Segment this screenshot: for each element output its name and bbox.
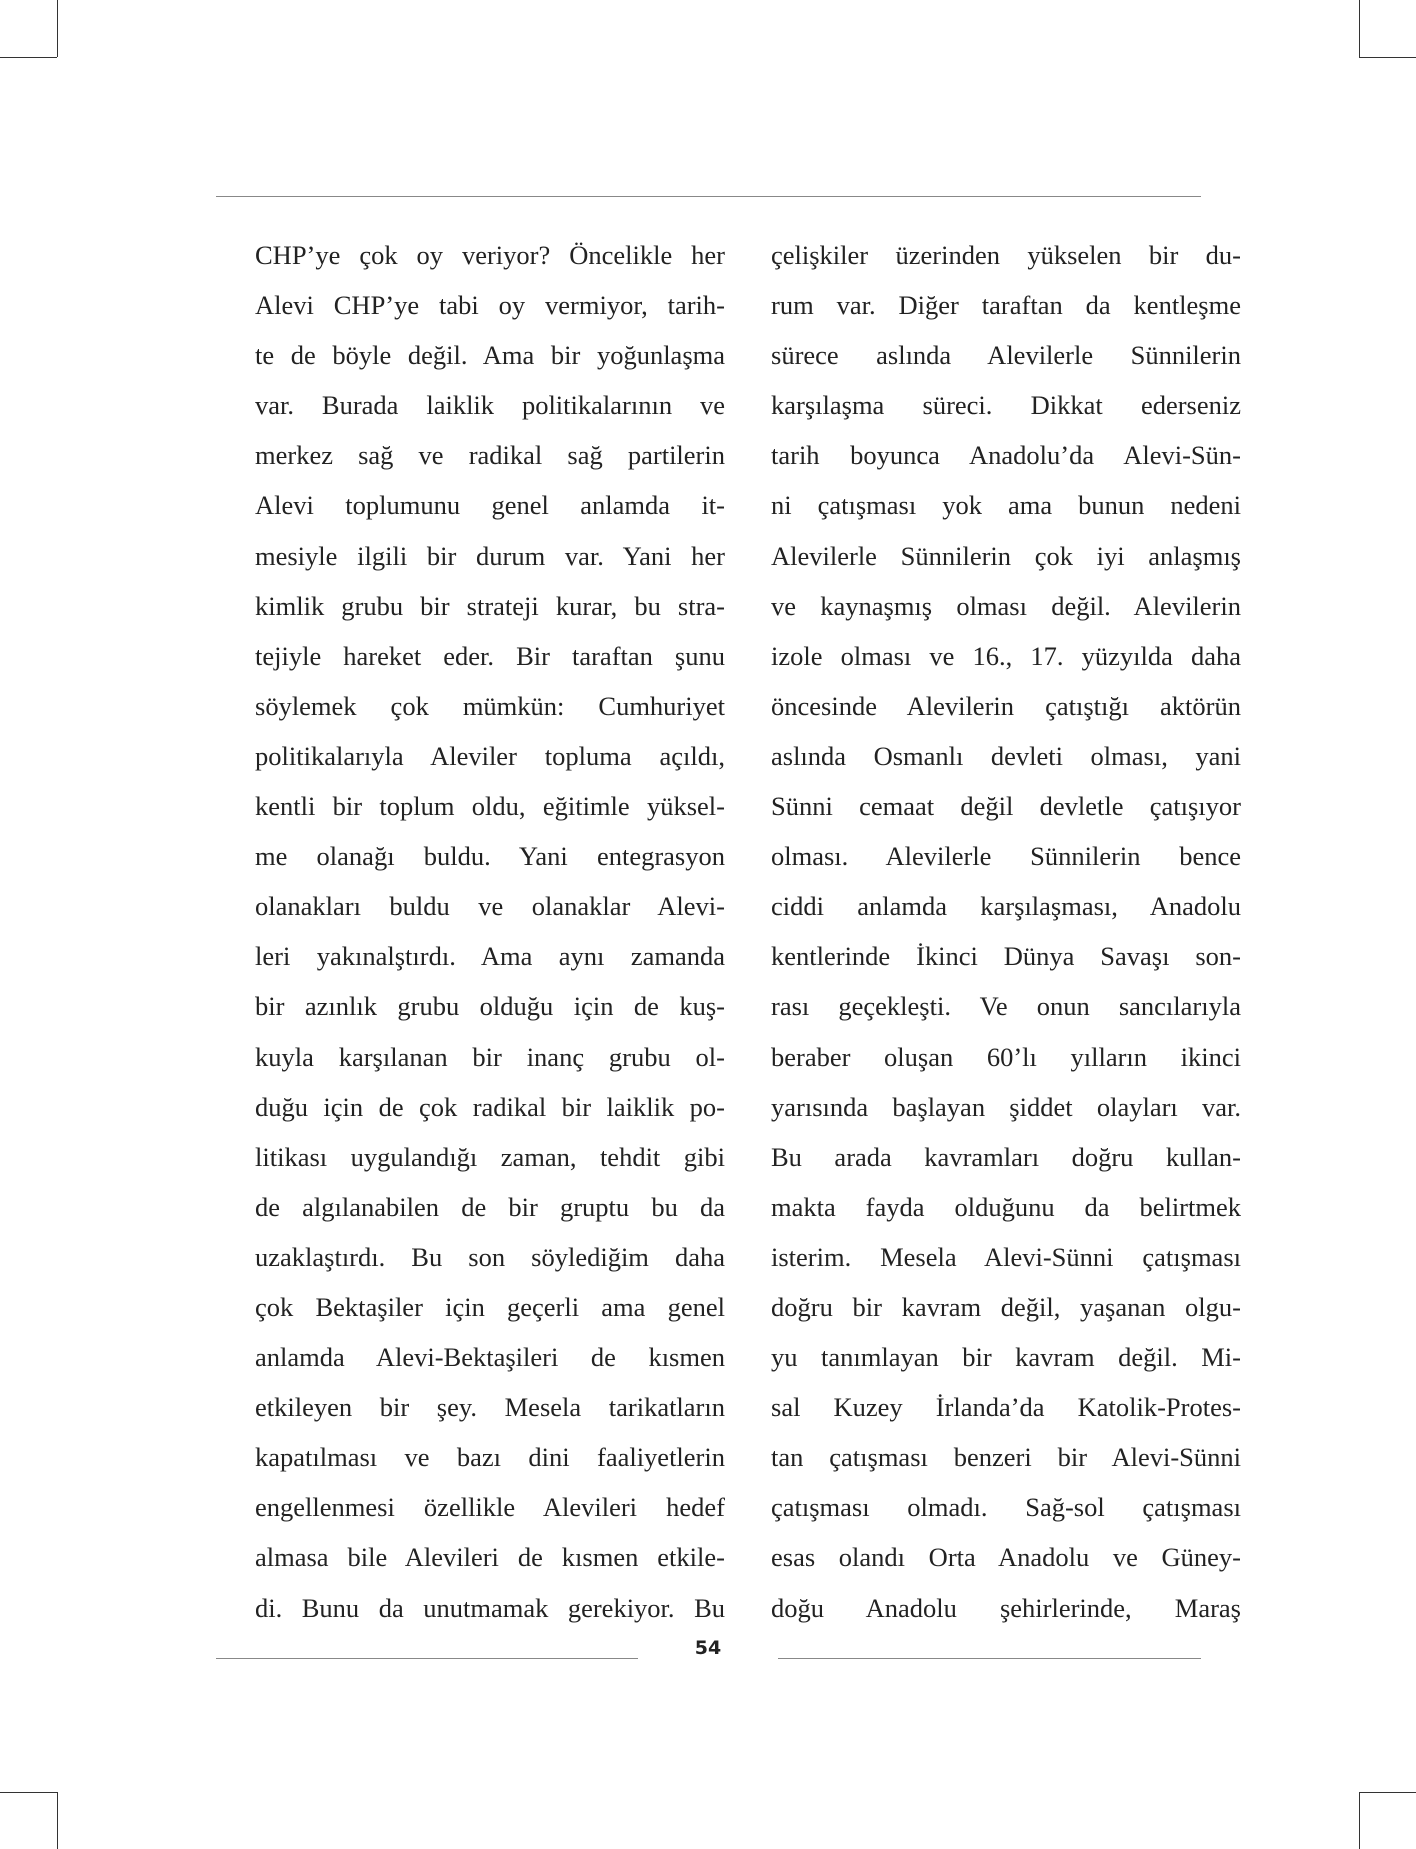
text-line: kapatılması ve bazı dini faaliyetlerin <box>255 1442 725 1473</box>
text-line: yarısında başlayan şiddet olayları var. <box>771 1091 1241 1122</box>
text-line: öncesinde Alevilerin çatıştığı aktörün <box>771 690 1241 721</box>
text-line: çatışması olmadı. Sağ-sol çatışması <box>771 1492 1241 1523</box>
text-line: esas olandı Orta Anadolu ve Güney- <box>771 1542 1241 1573</box>
text-line: de algılanabilen de bir gruptu bu da <box>255 1191 725 1222</box>
footer-rule-left <box>216 1658 638 1659</box>
text-line: Alevi CHP’ye tabi oy vermiyor, tarih- <box>255 290 725 321</box>
text-line: var. Burada laiklik politikalarının ve <box>255 390 725 421</box>
text-line: doğru bir kavram değil, yaşanan olgu- <box>771 1291 1241 1322</box>
text-line: olması. Alevilerle Sünnilerin bence <box>771 841 1241 872</box>
text-line: doğu Anadolu şehirlerinde, Maraş <box>771 1592 1241 1623</box>
text-line: Bu arada kavramları doğru kullan- <box>771 1141 1241 1172</box>
text-line: anlamda Alevi-Bektaşileri de kısmen <box>255 1342 725 1373</box>
text-line: politikalarıyla Aleviler topluma açıldı, <box>255 740 725 771</box>
crop-mark-bottom-right-vertical <box>1359 1792 1360 1849</box>
crop-mark-top-right-vertical <box>1359 0 1360 57</box>
text-line: tejiyle hareket eder. Bir taraftan şunu <box>255 640 725 671</box>
header-rule <box>216 196 1201 197</box>
text-line: merkez sağ ve radikal sağ partilerin <box>255 440 725 471</box>
text-line: izole olması ve 16., 17. yüzyılda daha <box>771 640 1241 671</box>
text-line: almasa bile Alevileri de kısmen etkile- <box>255 1542 725 1573</box>
text-line: ni çatışması yok ama bunun nedeni <box>771 490 1241 521</box>
text-line: kentlerinde İkinci Dünya Savaşı son- <box>771 941 1241 972</box>
text-line: karşılaşma süreci. Dikkat ederseniz <box>771 390 1241 421</box>
crop-mark-bottom-right-horizontal <box>1359 1792 1416 1793</box>
text-line: uzaklaştırdı. Bu son söylediğim daha <box>255 1241 725 1272</box>
crop-mark-top-right-horizontal <box>1359 57 1416 58</box>
text-line: me olanağı buldu. Yani entegrasyon <box>255 841 725 872</box>
crop-mark-top-left-vertical <box>57 0 58 57</box>
text-line: litikası uygulandığı zaman, tehdit gibi <box>255 1141 725 1172</box>
text-line: ciddi anlamda karşılaşması, Anadolu <box>771 891 1241 922</box>
text-line: etkileyen bir şey. Mesela tarikatların <box>255 1392 725 1423</box>
text-line: Sünni cemaat değil devletle çatışıyor <box>771 791 1241 822</box>
crop-mark-top-left-horizontal <box>0 57 57 58</box>
text-line: tarih boyunca Anadolu’da Alevi-Sün- <box>771 440 1241 471</box>
text-line: makta fayda olduğunu da belirtmek <box>771 1191 1241 1222</box>
text-line: çok Bektaşiler için geçerli ama genel <box>255 1291 725 1322</box>
text-line: çelişkiler üzerinden yükselen bir du- <box>771 240 1241 270</box>
text-line: aslında Osmanlı devleti olması, yani <box>771 740 1241 771</box>
text-line: te de böyle değil. Ama bir yoğunlaşma <box>255 340 725 371</box>
text-line: ve kaynaşmış olması değil. Alevilerin <box>771 590 1241 621</box>
text-line: mesiyle ilgili bir durum var. Yani her <box>255 540 725 571</box>
text-line: beraber oluşan 60’lı yılların ikinci <box>771 1041 1241 1072</box>
left-text-column <box>255 230 725 1633</box>
text-line: kimlik grubu bir strateji kurar, bu stra- <box>255 590 725 621</box>
right-text-column <box>771 230 1241 1633</box>
text-line: CHP’ye çok oy veriyor? Öncelikle her <box>255 240 725 270</box>
text-line: rası geçekleşti. Ve onun sancılarıyla <box>771 991 1241 1022</box>
crop-mark-bottom-left-vertical <box>57 1792 58 1849</box>
text-line: Alevilerle Sünnilerin çok iyi anlaşmış <box>771 540 1241 571</box>
text-line: sal Kuzey İrlanda’da Katolik-Protes- <box>771 1392 1241 1423</box>
text-line: Alevi toplumunu genel anlamda it- <box>255 490 725 521</box>
text-line: kentli bir toplum oldu, eğitimle yüksel- <box>255 791 725 822</box>
page-number: 54 <box>694 1637 722 1659</box>
text-line: söylemek çok mümkün: Cumhuriyet <box>255 690 725 721</box>
text-line: sürece aslında Alevilerle Sünnilerin <box>771 340 1241 371</box>
text-line: bir azınlık grubu olduğu için de kuş- <box>255 991 725 1022</box>
crop-mark-bottom-left-horizontal <box>0 1792 57 1793</box>
text-line: leri yakınalştırdı. Ama aynı zamanda <box>255 941 725 972</box>
footer-rule-right <box>778 1658 1201 1659</box>
text-line: isterim. Mesela Alevi-Sünni çatışması <box>771 1241 1241 1272</box>
text-line: rum var. Diğer taraftan da kentleşme <box>771 290 1241 321</box>
text-line: tan çatışması benzeri bir Alevi-Sünni <box>771 1442 1241 1473</box>
text-line: kuyla karşılanan bir inanç grubu ol- <box>255 1041 725 1072</box>
text-line: duğu için de çok radikal bir laiklik po- <box>255 1091 725 1122</box>
text-line: engellenmesi özellikle Alevileri hedef <box>255 1492 725 1523</box>
text-line: olanakları buldu ve olanaklar Alevi- <box>255 891 725 922</box>
text-line: di. Bunu da unutmamak gerekiyor. Bu <box>255 1592 725 1623</box>
text-line: yu tanımlayan bir kavram değil. Mi- <box>771 1342 1241 1373</box>
